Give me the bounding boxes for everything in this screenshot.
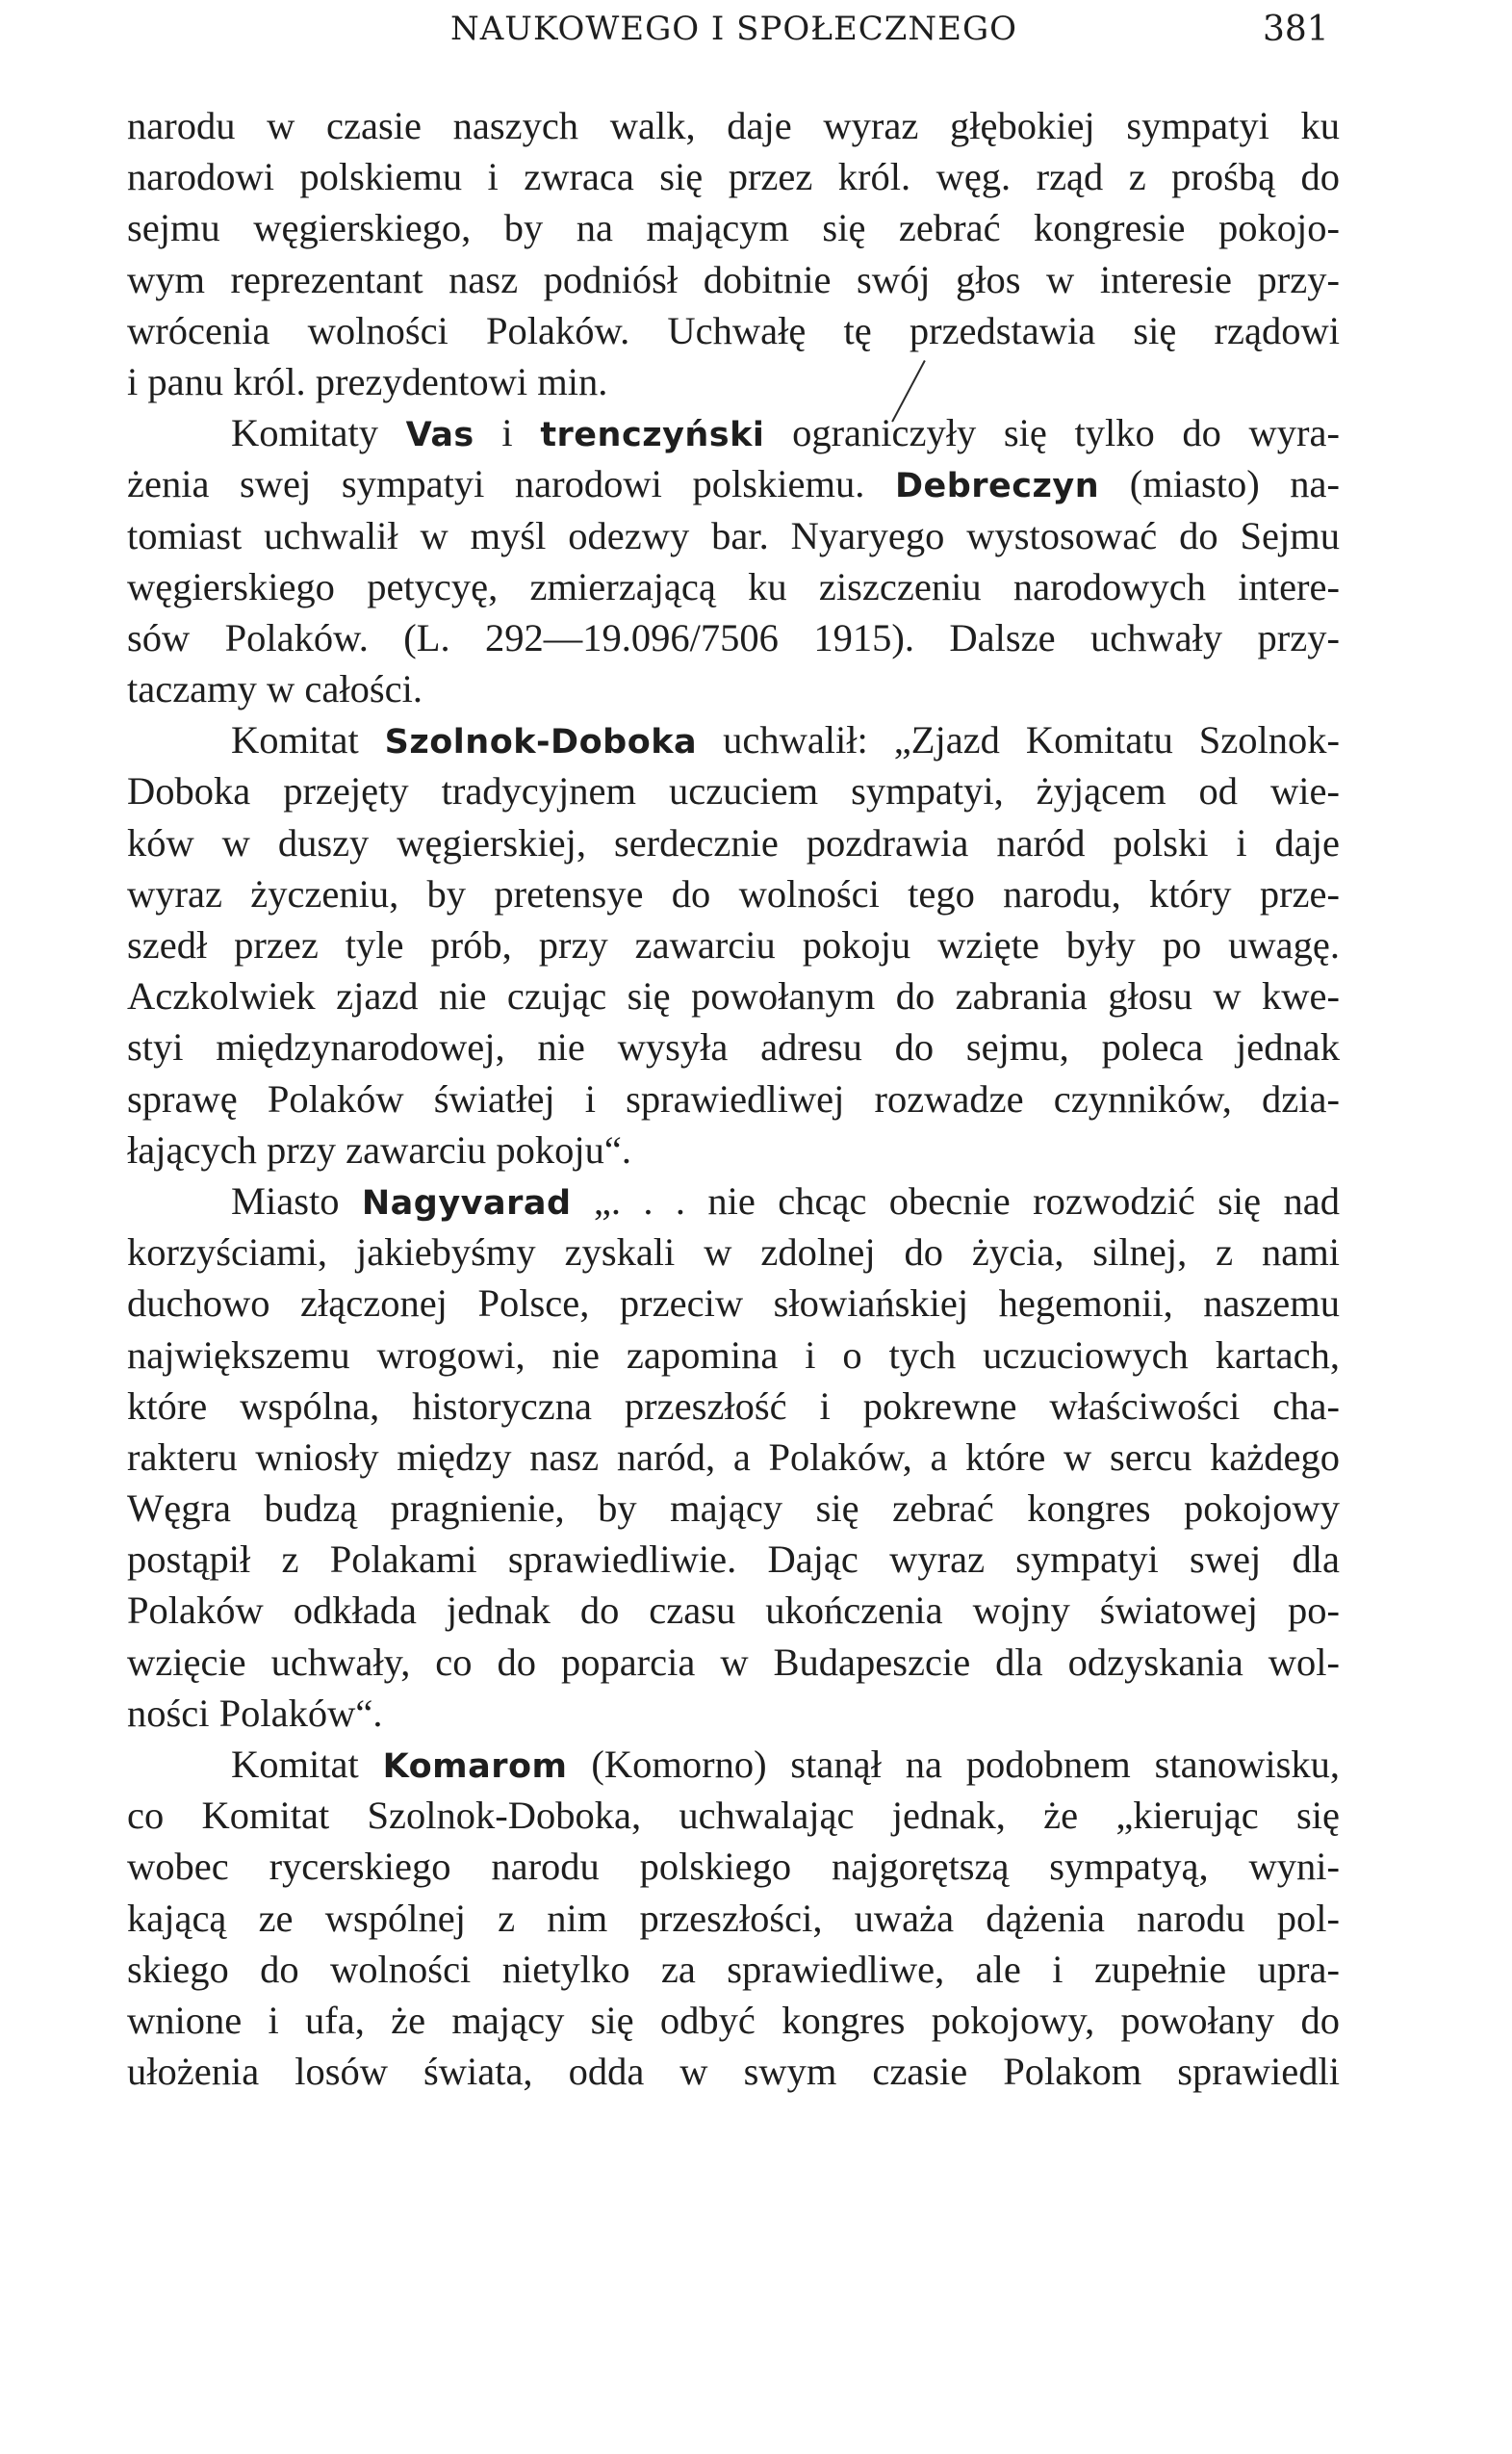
- text-line: kającą ze wspólnej z nim przeszłości, uważa dążenia narodu pol-: [127, 1896, 1340, 1940]
- text-line: łających przy zawarciu pokoju“.: [127, 1127, 631, 1172]
- place-name: Komarom: [382, 1747, 568, 1786]
- text-line: rakteru wniosły między nasz naród, a Polaków, a które w sercu każdego: [127, 1434, 1340, 1479]
- line-text: Komitat: [231, 1743, 383, 1786]
- place-name: Vas: [405, 416, 474, 455]
- text-line: wzięcie uchwały, co do poparcia w Budapeszcie dla odzyskania wol-: [127, 1640, 1340, 1684]
- text-line: duchowo złączonej Polsce, przeciw słowiańskiej hegemonii, naszemu: [127, 1281, 1340, 1326]
- text-line: ułożenia losów świata, odda w swym czasie Polakom sprawiedli: [127, 2050, 1340, 2094]
- text-line: korzyściami, jakiebyśmy zyskali w zdolnej do życia, silnej, z nami: [127, 1230, 1340, 1275]
- page-number: 381: [1263, 10, 1329, 49]
- line-text: uchwalił: „Zjazd Komitatu Szolnok-: [697, 718, 1340, 762]
- text-line: wnione i ufa, że mający się odbyć kongres pokojowy, powołany do: [127, 1998, 1340, 2042]
- text-line: Aczkolwiek zjazd nie czując się powołanym do zabrania głosu w kwe-: [127, 974, 1340, 1019]
- running-head: NAUKOWEGO I SPOŁECZNEGO: [450, 10, 1018, 48]
- text-line: wrócenia wolności Polaków. Uchwałę tę przedstawia się rządowi: [127, 308, 1340, 352]
- line-text: ograniczyły się tylko do wyra-: [764, 411, 1341, 455]
- text-line: największemu wrogowi, nie zapomina i o tych uczuciowych kartach,: [127, 1332, 1340, 1377]
- place-name: trenczyński: [540, 416, 765, 455]
- text-line: szedł przez tyle prób, przy zawarciu pokoju wzięte były po uwagę.: [127, 923, 1340, 967]
- text-line: narodu w czasie naszych walk, daje wyraz głębokiej sympatyi ku: [127, 104, 1340, 147]
- text-body: [127, 100, 1340, 2097]
- text-line: [127, 407, 1340, 458]
- text-line: [127, 714, 1340, 765]
- text-line: wobec rycerskiego narodu polskiego najgorętszą sympatyą, wyni-: [127, 1845, 1340, 1889]
- text-line: wym reprezentant nasz podniósł dobitnie swój głos w interesie przy-: [127, 257, 1340, 301]
- text-line: i panu król. prezydentowi min.: [127, 359, 608, 403]
- text-line: [127, 1175, 1340, 1227]
- place-name: Nagyvarad: [361, 1183, 572, 1223]
- text-line: narodowi polskiemu i zwraca się przez król. węg. rząd z prośbą do: [127, 155, 1340, 199]
- text-line: styi międzynarodowej, nie wysyła adresu do sejmu, poleca jednak: [127, 1025, 1340, 1070]
- text-line: tomiast uchwalił w myśl odezwy bar. Nyaryego wystosować do Sejmu: [127, 513, 1340, 557]
- text-line: węgierskiego petycyę, zmierzającą ku ziszczeniu narodowych intere-: [127, 564, 1340, 608]
- text-line: wyraz życzeniu, by pretensye do wolności tego narodu, który prze-: [127, 871, 1340, 916]
- line-text: i: [474, 411, 541, 455]
- text-line: sów Polaków. (L. 292—19.096/7506 1915). Dalsze uchwały przy-: [127, 615, 1340, 659]
- text-line: ności Polaków“.: [127, 1691, 383, 1735]
- text-line: [127, 1739, 1340, 1790]
- text-line: sprawę Polaków światłej i sprawiedliwej rozwadze czynników, dzia-: [127, 1076, 1340, 1121]
- place-name: Szolnok-Doboka: [384, 723, 698, 762]
- text-line: sejmu węgierskiego, by na mającym się zebrać kongresie pokojo-: [127, 206, 1340, 250]
- line-text: żenia swej sympatyi narodowi polskiemu.: [127, 462, 895, 506]
- text-line: które wspólna, historyczna przeszłość i pokrewne właściwości cha-: [127, 1383, 1340, 1428]
- line-text: (miasto) na-: [1099, 462, 1340, 506]
- text-line: skiego do wolności nietylko za sprawiedliwe, ale i zupełnie upra-: [127, 1947, 1340, 1991]
- text-line: [127, 458, 1340, 509]
- text-line: Doboka przejęty tradycyjnem uczuciem sympatyi, żyjącem od wie-: [127, 769, 1340, 814]
- line-text: Komitaty: [231, 411, 406, 455]
- line-text: Komitat: [231, 718, 385, 762]
- line-text: (Komorno) stanął na podobnem stanowisku,: [567, 1743, 1341, 1786]
- line-text: „. . . nie chcąc obecnie rozwodzić się nad: [571, 1178, 1340, 1223]
- text-line: ków w duszy węgierskiej, serdecznie pozdrawia naród polski i daje: [127, 820, 1340, 865]
- text-line: Węgra budzą pragnienie, by mający się zebrać kongres pokojowy: [127, 1486, 1340, 1531]
- place-name: Debreczyn: [894, 467, 1100, 506]
- text-line: taczamy w całości.: [127, 667, 423, 711]
- text-line: co Komitat Szolnok-Doboka, uchwalając jednak, że „kierując się: [127, 1794, 1340, 1838]
- line-text: Miasto: [231, 1178, 362, 1223]
- text-line: postąpił z Polakami sprawiedliwie. Dając wyraz sympatyi swej dla: [127, 1537, 1340, 1582]
- text-line: Polaków odkłada jednak do czasu ukończenia wojny światowej po-: [127, 1589, 1340, 1633]
